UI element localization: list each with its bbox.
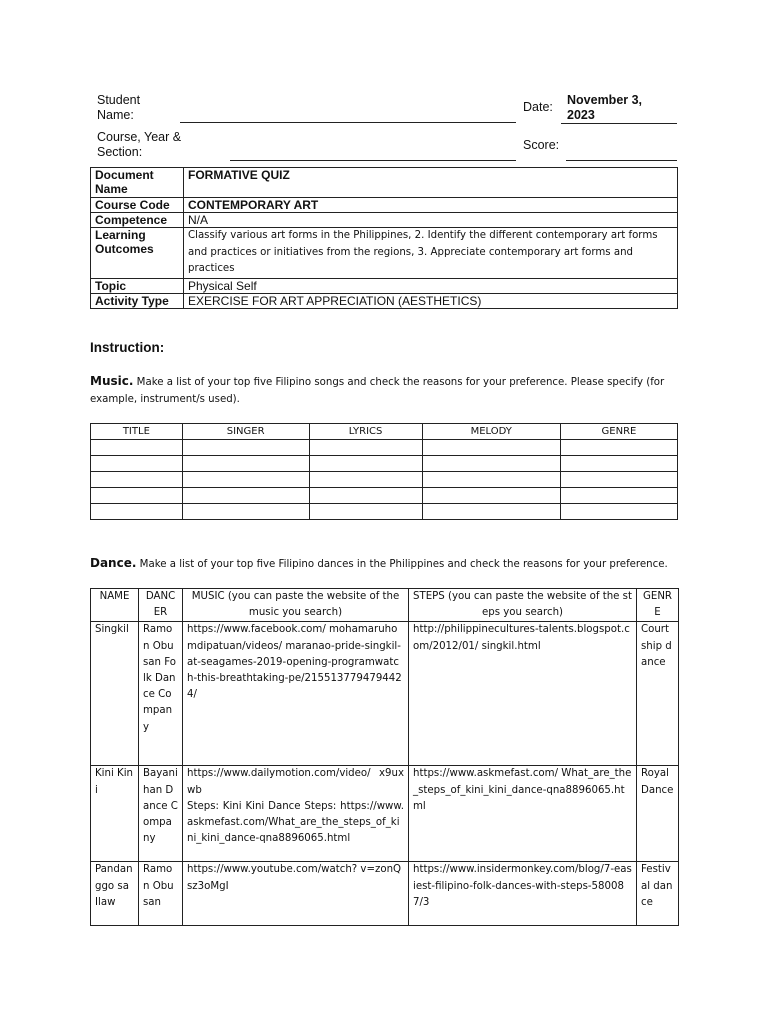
info-row <box>91 213 678 228</box>
cell[interactable] <box>182 472 309 488</box>
date-value: November 3, 2023 <box>567 93 643 122</box>
info-value: N/A <box>184 213 678 228</box>
dance-music-steps-link[interactable]: Steps: Kini Kini Dance Steps: https://www.askmefast.com/What_are_the_steps_of_kini_kini_dance-qna8896065.html <box>187 800 404 845</box>
col-melody: MELODY <box>422 424 560 440</box>
music-heading: Music. <box>90 374 134 388</box>
info-key: Activity Type <box>91 293 184 308</box>
cell[interactable] <box>560 504 677 520</box>
cell[interactable] <box>309 488 422 504</box>
score-field[interactable] <box>566 160 677 161</box>
music-table <box>90 423 678 520</box>
info-value: CONTEMPORARY ART <box>184 198 678 213</box>
info-row <box>91 293 678 308</box>
dance-dancer: Ramon Obusan <box>139 862 183 926</box>
student-name-label: Student Name: <box>97 93 141 122</box>
cell[interactable] <box>91 504 183 520</box>
col-dancer: DANCER <box>139 589 183 622</box>
dance-steps-link[interactable]: https://www.askmefast.com/ What_are_the_steps_of_kini_kini_dance-qna8896065.html <box>409 766 637 862</box>
music-empty-row[interactable] <box>91 504 678 520</box>
document-info-table <box>90 167 678 309</box>
dance-header-row <box>91 589 679 622</box>
music-empty-row[interactable] <box>91 488 678 504</box>
cell[interactable] <box>422 440 560 456</box>
dance-name: Kini Kini <box>91 766 139 862</box>
dance-music-link[interactable]: https://www.youtube.com/watch? v=zonQsz3oMgI <box>183 862 409 926</box>
cell[interactable] <box>422 456 560 472</box>
student-name-field[interactable] <box>180 122 516 123</box>
info-row <box>91 168 678 198</box>
date-label: Date: <box>523 100 553 114</box>
col-steps: STEPS (you can paste the website of the steps you search) <box>409 589 637 622</box>
instruction-title: Instruction: <box>90 340 165 355</box>
info-row <box>91 198 678 213</box>
info-row <box>91 228 678 279</box>
cell[interactable] <box>91 456 183 472</box>
cell[interactable] <box>309 456 422 472</box>
dance-music-link[interactable]: https://www.dailymotion.com/video/ x9uxwb <box>187 768 404 796</box>
col-music: MUSIC (you can paste the website of the music you search) <box>183 589 409 622</box>
learning-outcomes-value: Classify various art forms in the Philippines, 2. Identify the different contemporary art forms and practices or initiatives from the regions, 3. Appreciate contemporary art forms and practices <box>184 228 678 279</box>
info-key: Learning Outcomes <box>91 228 184 279</box>
dance-dancer: Bayanihan Dance Company <box>139 766 183 862</box>
dance-music-cell <box>183 766 409 862</box>
cell[interactable] <box>560 440 677 456</box>
date-underline <box>561 123 677 124</box>
cell[interactable] <box>422 472 560 488</box>
cell[interactable] <box>182 456 309 472</box>
col-genre: GENRE <box>560 424 677 440</box>
cell[interactable] <box>182 488 309 504</box>
dance-row-kini-kini <box>91 766 679 862</box>
cell[interactable] <box>560 456 677 472</box>
music-text: Make a list of your top five Filipino songs and check the reasons for your preference. Please specify (for example, instrument/s used). <box>90 377 665 405</box>
dance-table <box>90 588 679 926</box>
col-title: TITLE <box>91 424 183 440</box>
cell[interactable] <box>309 440 422 456</box>
dance-genre: Courtship dance <box>637 622 679 766</box>
cell[interactable] <box>309 504 422 520</box>
info-key: Competence <box>91 213 184 228</box>
col-name: NAME <box>91 589 139 622</box>
music-empty-row[interactable] <box>91 472 678 488</box>
dance-text: Make a list of your top five Filipino dances in the Philippines and check the reasons for your preference. <box>139 559 668 570</box>
dance-name: Pandanggo sa Ilaw <box>91 862 139 926</box>
music-empty-row[interactable] <box>91 456 678 472</box>
col-singer: SINGER <box>182 424 309 440</box>
info-value: EXERCISE FOR ART APPRECIATION (AESTHETICS) <box>184 293 678 308</box>
dance-music-link[interactable]: https://www.facebook.com/ mohamaruhomdipatuan/videos/ maranao-pride-singkil-at-seagames-2019-opening-programwatch-this-breathtaking-pe/2155137794794424/ <box>183 622 409 766</box>
info-value: FORMATIVE QUIZ <box>184 168 678 198</box>
dance-instruction <box>90 555 685 573</box>
col-lyrics: LYRICS <box>309 424 422 440</box>
dance-steps-link[interactable]: http://philippinecultures-talents.blogspot.com/2012/01/ singkil.html <box>409 622 637 766</box>
music-empty-row[interactable] <box>91 440 678 456</box>
info-key: Document Name <box>91 168 184 198</box>
music-header-row <box>91 424 678 440</box>
dance-genre: Festival dance <box>637 862 679 926</box>
cell[interactable] <box>422 504 560 520</box>
cell[interactable] <box>91 488 183 504</box>
cell[interactable] <box>182 504 309 520</box>
dance-heading: Dance. <box>90 556 137 570</box>
cell[interactable] <box>182 440 309 456</box>
score-label: Score: <box>523 138 560 152</box>
cell[interactable] <box>560 472 677 488</box>
course-year-section-label: Course, Year & Section: <box>97 130 182 159</box>
cell[interactable] <box>91 472 183 488</box>
info-value: Physical Self <box>184 278 678 293</box>
info-key: Course Code <box>91 198 184 213</box>
info-key: Topic <box>91 278 184 293</box>
dance-genre: Royal Dance <box>637 766 679 862</box>
dance-row-pandanggo <box>91 862 679 926</box>
course-year-section-field[interactable] <box>230 160 516 161</box>
dance-name: Singkil <box>91 622 139 766</box>
cell[interactable] <box>91 440 183 456</box>
dance-row-singkil <box>91 622 679 766</box>
col-genre: GENRE <box>637 589 679 622</box>
dance-dancer: Ramon Obusan Folk Dance Company <box>139 622 183 766</box>
music-instruction <box>90 373 685 408</box>
dance-steps-link[interactable]: https://www.insidermonkey.com/blog/7-easiest-filipino-folk-dances-with-steps-580087/3 <box>409 862 637 926</box>
cell[interactable] <box>422 488 560 504</box>
cell[interactable] <box>309 472 422 488</box>
cell[interactable] <box>560 488 677 504</box>
info-row <box>91 278 678 293</box>
